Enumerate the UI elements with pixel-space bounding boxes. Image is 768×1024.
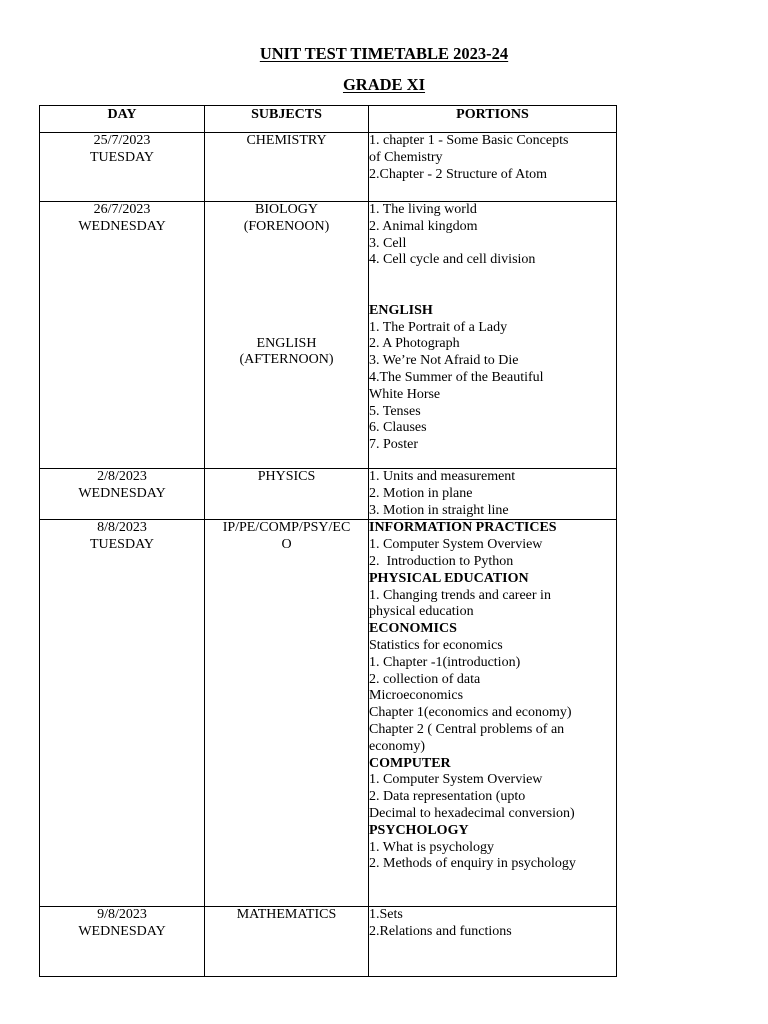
subject: CHEMISTRY xyxy=(246,133,327,148)
portion-item: of Chemistry xyxy=(369,149,443,165)
subject-session: (FORENOON) xyxy=(243,218,330,234)
portion-item: 1. chapter 1 - Some Basic Concepts xyxy=(369,133,569,148)
portion-heading: PSYCHOLOGY xyxy=(369,822,469,838)
subject-cell xyxy=(205,133,369,202)
date: 26/7/2023 xyxy=(93,202,151,217)
portion-item: economy) xyxy=(369,738,425,754)
table-row xyxy=(40,469,617,520)
portions-cell xyxy=(369,202,617,469)
portion-item: 1. The Portrait of a Lady xyxy=(369,319,508,335)
portion-item: 3. We’re Not Afraid to Die xyxy=(369,353,519,369)
portions-cell xyxy=(369,907,617,977)
subject-cell xyxy=(205,469,369,520)
date: 25/7/2023 xyxy=(93,133,151,148)
portion-item: 6. Clauses xyxy=(369,420,427,436)
portion-item: Decimal to hexadecimal conversion) xyxy=(369,805,575,821)
date: 9/8/2023 xyxy=(97,907,147,923)
portion-item: 1. Units and measurement xyxy=(369,469,516,484)
portion-heading: PHYSICAL EDUCATION xyxy=(369,570,529,586)
table-row xyxy=(40,520,617,907)
date: 8/8/2023 xyxy=(97,520,147,536)
document-subtitle: GRADE XI xyxy=(342,75,426,94)
table-row xyxy=(40,202,617,469)
portion-item: 2. Data representation (upto xyxy=(369,789,526,805)
portion-item: 1. What is psychology xyxy=(369,839,494,855)
timetable xyxy=(39,105,617,977)
portion-item: 2.Relations and functions xyxy=(369,924,512,940)
portion-item: 2.Chapter - 2 Structure of Atom xyxy=(369,166,548,182)
table-row xyxy=(40,133,617,202)
subject: MATHEMATICS xyxy=(236,907,337,923)
day-cell xyxy=(40,520,205,907)
portion-item: 1. Computer System Overview xyxy=(369,772,543,788)
day-cell xyxy=(40,469,205,520)
portion-item: 1. Computer System Overview xyxy=(369,537,543,553)
subject: O xyxy=(281,537,292,553)
portion-item: Chapter 2 ( Central problems of an xyxy=(369,721,565,737)
weekday: TUESDAY xyxy=(89,149,155,165)
portion-item: White Horse xyxy=(369,386,441,402)
table-row xyxy=(40,907,617,977)
subject: BIOLOGY xyxy=(255,202,318,217)
portion-item: 7. Poster xyxy=(369,437,418,453)
portion-item: 1. Chapter -1(introduction) xyxy=(369,654,521,670)
subject: PHYSICS xyxy=(257,469,316,484)
portion-item: Chapter 1(economics and economy) xyxy=(369,705,572,721)
document-title: UNIT TEST TIMETABLE 2023-24 xyxy=(259,44,509,63)
portion-item: 2. collection of data xyxy=(369,671,481,687)
header-row xyxy=(40,106,617,133)
portion-item: Statistics for economics xyxy=(369,637,503,653)
portion-item: 2. A Photograph xyxy=(369,336,460,352)
portion-heading: COMPUTER xyxy=(369,755,451,771)
portion-item: 4.The Summer of the Beautiful xyxy=(369,369,544,385)
portion-heading: ECONOMICS xyxy=(369,621,457,637)
portion-item: 2. Motion in plane xyxy=(369,485,473,501)
portion-item: 3. Motion in straight line xyxy=(369,502,509,518)
subject-cell xyxy=(205,202,369,469)
portion-item: 4. Cell cycle and cell division xyxy=(369,252,536,268)
date: 2/8/2023 xyxy=(97,469,147,484)
subject-cell xyxy=(205,907,369,977)
subject: ENGLISH xyxy=(256,335,317,351)
subject-cell xyxy=(205,520,369,907)
subject-session: (AFTERNOON) xyxy=(239,352,334,368)
weekday: WEDNESDAY xyxy=(78,924,166,940)
portion-item: 3. Cell xyxy=(369,235,407,251)
portion-heading: INFORMATION PRACTICES xyxy=(369,520,557,536)
weekday: WEDNESDAY xyxy=(78,485,166,501)
portions-cell xyxy=(369,469,617,520)
portion-heading: ENGLISH xyxy=(369,302,433,318)
portion-item: 1. The living world xyxy=(369,202,477,217)
portion-item: physical education xyxy=(369,604,474,620)
portion-item: 1. Changing trends and career in xyxy=(369,587,551,603)
weekday: TUESDAY xyxy=(89,537,155,553)
header-portions: PORTIONS xyxy=(369,106,617,133)
portion-item: 5. Tenses xyxy=(369,403,421,419)
header-subjects: SUBJECTS xyxy=(205,106,369,133)
portion-item: 2. Introduction to Python xyxy=(369,553,514,569)
subject: IP/PE/COMP/PSY/EC xyxy=(222,520,351,536)
portion-item: 2. Methods of enquiry in psychology xyxy=(369,856,576,872)
day-cell xyxy=(40,133,205,202)
day-cell xyxy=(40,202,205,469)
portion-item: 2. Animal kingdom xyxy=(369,218,478,234)
portion-item: 1.Sets xyxy=(369,907,403,923)
weekday: WEDNESDAY xyxy=(78,218,166,234)
portions-cell xyxy=(369,133,617,202)
portions-cell xyxy=(369,520,617,907)
header-day: DAY xyxy=(40,106,205,133)
portion-item: Microeconomics xyxy=(369,688,464,704)
day-cell xyxy=(40,907,205,977)
